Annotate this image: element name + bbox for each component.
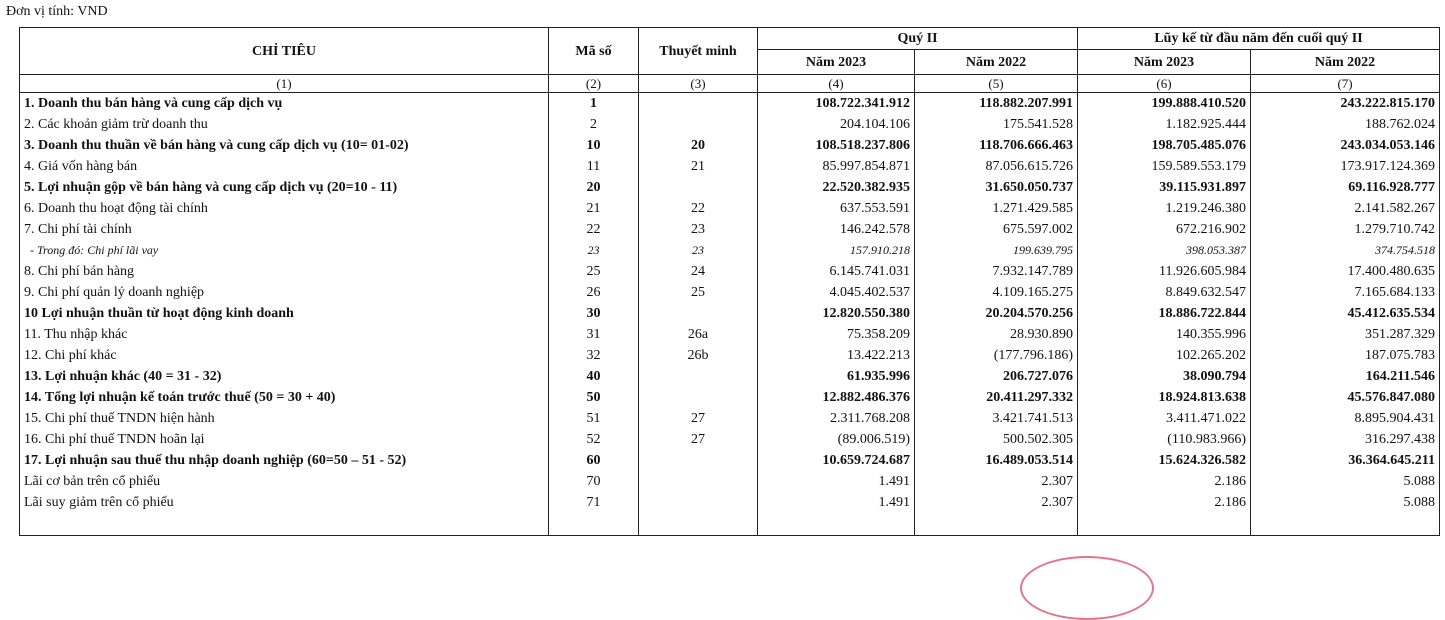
table-body [20, 93, 1440, 536]
cell-note: 26b [639, 345, 758, 366]
cell-ytd2023: 18.886.722.844 [1078, 303, 1251, 324]
cell-ytd2022: 188.762.024 [1251, 114, 1440, 135]
header-quarter: Quý II [758, 28, 1078, 50]
cell-q2022: 2.307 [915, 492, 1078, 513]
cell-code: 71 [549, 492, 639, 513]
empty-row [20, 513, 1440, 536]
empty-cell [20, 513, 549, 536]
cell-q2022: 118.882.207.991 [915, 93, 1078, 115]
cell-code: 50 [549, 387, 639, 408]
income-statement-table [19, 27, 1440, 536]
cell-note: 24 [639, 261, 758, 282]
cell-ytd2022: 164.211.546 [1251, 366, 1440, 387]
cell-ytd2023: 102.265.202 [1078, 345, 1251, 366]
cell-ytd2022: 1.279.710.742 [1251, 219, 1440, 240]
table-row [20, 93, 1440, 115]
cell-q2022: 31.650.050.737 [915, 177, 1078, 198]
cell-q2022: 175.541.528 [915, 114, 1078, 135]
cell-ytd2023: 1.219.246.380 [1078, 198, 1251, 219]
cell-q2023: 108.518.237.806 [758, 135, 915, 156]
cell-code: 20 [549, 177, 639, 198]
cell-note: 27 [639, 408, 758, 429]
header-ytd-2023: Năm 2023 [1078, 50, 1251, 75]
cell-q2022: 675.597.002 [915, 219, 1078, 240]
cell-ytd2023: 2.186 [1078, 492, 1251, 513]
cell-ytd2022: 316.297.438 [1251, 429, 1440, 450]
header-q-2022: Năm 2022 [915, 50, 1078, 75]
cell-ytd2022: 5.088 [1251, 471, 1440, 492]
cell-note [639, 177, 758, 198]
header-code: Mã số [549, 28, 639, 75]
cell-q2023: 1.491 [758, 492, 915, 513]
cell-q2022: 500.502.305 [915, 429, 1078, 450]
cell-ytd2022: 69.116.928.777 [1251, 177, 1440, 198]
cell-name: 9. Chi phí quản lý doanh nghiệp [20, 282, 549, 303]
table-row [20, 324, 1440, 345]
cell-code: 70 [549, 471, 639, 492]
cell-q2022: 4.109.165.275 [915, 282, 1078, 303]
table-row [20, 471, 1440, 492]
table-row [20, 303, 1440, 324]
cell-name: 4. Giá vốn hàng bán [20, 156, 549, 177]
cell-name: - Trong đó: Chi phí lãi vay [20, 240, 549, 261]
cell-name: 1. Doanh thu bán hàng và cung cấp dịch vụ [20, 93, 549, 115]
cell-ytd2022: 243.222.815.170 [1251, 93, 1440, 115]
cell-q2023: 108.722.341.912 [758, 93, 915, 115]
cell-q2023: 22.520.382.935 [758, 177, 915, 198]
cell-q2023: (89.006.519) [758, 429, 915, 450]
cell-name: 2. Các khoản giảm trừ doanh thu [20, 114, 549, 135]
cell-name: 17. Lợi nhuận sau thuế thu nhập doanh nghiệp (60=50 – 51 - 52) [20, 450, 549, 471]
col-num: (3) [639, 75, 758, 93]
cell-note [639, 492, 758, 513]
cell-q2022: 7.932.147.789 [915, 261, 1078, 282]
cell-q2022: 87.056.615.726 [915, 156, 1078, 177]
cell-q2023: 12.882.486.376 [758, 387, 915, 408]
cell-code: 21 [549, 198, 639, 219]
cell-ytd2023: 8.849.632.547 [1078, 282, 1251, 303]
header-note: Thuyết minh [639, 28, 758, 75]
cell-note [639, 366, 758, 387]
cell-name: 7. Chi phí tài chính [20, 219, 549, 240]
cell-q2022: 20.204.570.256 [915, 303, 1078, 324]
table-row [20, 450, 1440, 471]
header-ytd-2022: Năm 2022 [1251, 50, 1440, 75]
table-row [20, 114, 1440, 135]
table-row [20, 492, 1440, 513]
cell-code: 60 [549, 450, 639, 471]
cell-q2023: 4.045.402.537 [758, 282, 915, 303]
cell-q2022: 1.271.429.585 [915, 198, 1078, 219]
cell-ytd2023: 2.186 [1078, 471, 1251, 492]
cell-ytd2023: 38.090.794 [1078, 366, 1251, 387]
table-row [20, 240, 1440, 261]
cell-ytd2023: 11.926.605.984 [1078, 261, 1251, 282]
cell-ytd2022: 7.165.684.133 [1251, 282, 1440, 303]
cell-ytd2023: 15.624.326.582 [1078, 450, 1251, 471]
cell-code: 22 [549, 219, 639, 240]
empty-cell [639, 513, 758, 536]
col-num: (6) [1078, 75, 1251, 93]
header-indicator: CHỈ TIÊU [20, 28, 549, 75]
cell-name: 14. Tổng lợi nhuận kế toán trước thuế (50 = 30 + 40) [20, 387, 549, 408]
col-num: (2) [549, 75, 639, 93]
cell-q2022: 20.411.297.332 [915, 387, 1078, 408]
cell-code: 25 [549, 261, 639, 282]
cell-name: Lãi cơ bản trên cổ phiếu [20, 471, 549, 492]
cell-note: 25 [639, 282, 758, 303]
cell-note: 22 [639, 198, 758, 219]
cell-name: 3. Doanh thu thuần về bán hàng và cung cấp dịch vụ (10= 01-02) [20, 135, 549, 156]
cell-name: 11. Thu nhập khác [20, 324, 549, 345]
cell-code: 31 [549, 324, 639, 345]
cell-ytd2022: 351.287.329 [1251, 324, 1440, 345]
col-num: (1) [20, 75, 549, 93]
cell-ytd2023: 159.589.553.179 [1078, 156, 1251, 177]
cell-q2023: 2.311.768.208 [758, 408, 915, 429]
cell-code: 23 [549, 240, 639, 261]
cell-code: 2 [549, 114, 639, 135]
table-row [20, 219, 1440, 240]
cell-name: 15. Chi phí thuế TNDN hiện hành [20, 408, 549, 429]
cell-note [639, 471, 758, 492]
cell-ytd2022: 173.917.124.369 [1251, 156, 1440, 177]
table-row [20, 345, 1440, 366]
empty-cell [758, 513, 915, 536]
cell-name: Lãi suy giảm trên cổ phiếu [20, 492, 549, 513]
cell-ytd2023: 1.182.925.444 [1078, 114, 1251, 135]
cell-code: 51 [549, 408, 639, 429]
cell-q2022: 206.727.076 [915, 366, 1078, 387]
cell-name: 16. Chi phí thuế TNDN hoãn lại [20, 429, 549, 450]
cell-code: 40 [549, 366, 639, 387]
col-num: (7) [1251, 75, 1440, 93]
table-row [20, 177, 1440, 198]
cell-ytd2022: 5.088 [1251, 492, 1440, 513]
empty-cell [1251, 513, 1440, 536]
cell-q2022: 199.639.795 [915, 240, 1078, 261]
cell-code: 52 [549, 429, 639, 450]
cell-code: 32 [549, 345, 639, 366]
cell-ytd2022: 374.754.518 [1251, 240, 1440, 261]
cell-name: 13. Lợi nhuận khác (40 = 31 - 32) [20, 366, 549, 387]
table-row [20, 135, 1440, 156]
cell-note [639, 93, 758, 115]
cell-note: 21 [639, 156, 758, 177]
cell-q2023: 637.553.591 [758, 198, 915, 219]
cell-ytd2023: 199.888.410.520 [1078, 93, 1251, 115]
cell-ytd2022: 2.141.582.267 [1251, 198, 1440, 219]
cell-q2022: 16.489.053.514 [915, 450, 1078, 471]
cell-q2023: 85.997.854.871 [758, 156, 915, 177]
cell-note: 23 [639, 219, 758, 240]
cell-q2022: 2.307 [915, 471, 1078, 492]
cell-code: 10 [549, 135, 639, 156]
cell-q2023: 61.935.996 [758, 366, 915, 387]
table-row [20, 156, 1440, 177]
cell-q2022: 118.706.666.463 [915, 135, 1078, 156]
unit-label: Đơn vị tính: VND [6, 4, 108, 19]
cell-q2023: 146.242.578 [758, 219, 915, 240]
cell-q2022: (177.796.186) [915, 345, 1078, 366]
cell-ytd2022: 8.895.904.431 [1251, 408, 1440, 429]
empty-cell [549, 513, 639, 536]
cell-note [639, 303, 758, 324]
cell-code: 30 [549, 303, 639, 324]
cell-q2023: 157.910.218 [758, 240, 915, 261]
col-num: (5) [915, 75, 1078, 93]
cell-name: 6. Doanh thu hoạt động tài chính [20, 198, 549, 219]
table-row [20, 198, 1440, 219]
cell-ytd2023: 3.411.471.022 [1078, 408, 1251, 429]
cell-note: 27 [639, 429, 758, 450]
cell-ytd2023: 398.053.387 [1078, 240, 1251, 261]
cell-q2022: 3.421.741.513 [915, 408, 1078, 429]
cell-code: 11 [549, 156, 639, 177]
cell-name: 10 Lợi nhuận thuần từ hoạt động kinh doanh [20, 303, 549, 324]
table-row [20, 261, 1440, 282]
cell-ytd2023: 18.924.813.638 [1078, 387, 1251, 408]
col-num: (4) [758, 75, 915, 93]
cell-q2023: 1.491 [758, 471, 915, 492]
cell-ytd2022: 187.075.783 [1251, 345, 1440, 366]
table-row [20, 366, 1440, 387]
cell-ytd2023: (110.983.966) [1078, 429, 1251, 450]
red-stamp [1020, 556, 1154, 620]
cell-name: 12. Chi phí khác [20, 345, 549, 366]
cell-note [639, 114, 758, 135]
cell-q2023: 12.820.550.380 [758, 303, 915, 324]
cell-ytd2023: 39.115.931.897 [1078, 177, 1251, 198]
table-row [20, 408, 1440, 429]
empty-cell [1078, 513, 1251, 536]
cell-q2022: 28.930.890 [915, 324, 1078, 345]
cell-ytd2022: 17.400.480.635 [1251, 261, 1440, 282]
cell-ytd2023: 672.216.902 [1078, 219, 1251, 240]
cell-ytd2023: 198.705.485.076 [1078, 135, 1251, 156]
cell-q2023: 75.358.209 [758, 324, 915, 345]
cell-ytd2022: 45.576.847.080 [1251, 387, 1440, 408]
header-q-2023: Năm 2023 [758, 50, 915, 75]
header-ytd: Lũy kế từ đầu năm đến cuối quý II [1078, 28, 1440, 50]
table-row [20, 387, 1440, 408]
cell-note [639, 450, 758, 471]
cell-note [639, 387, 758, 408]
cell-code: 1 [549, 93, 639, 115]
cell-ytd2022: 45.412.635.534 [1251, 303, 1440, 324]
table-row [20, 429, 1440, 450]
cell-q2023: 204.104.106 [758, 114, 915, 135]
cell-code: 26 [549, 282, 639, 303]
cell-q2023: 13.422.213 [758, 345, 915, 366]
cell-ytd2023: 140.355.996 [1078, 324, 1251, 345]
empty-cell [915, 513, 1078, 536]
cell-q2023: 10.659.724.687 [758, 450, 915, 471]
cell-note: 26a [639, 324, 758, 345]
cell-q2023: 6.145.741.031 [758, 261, 915, 282]
cell-ytd2022: 36.364.645.211 [1251, 450, 1440, 471]
cell-note: 23 [639, 240, 758, 261]
table-row [20, 282, 1440, 303]
cell-ytd2022: 243.034.053.146 [1251, 135, 1440, 156]
cell-note: 20 [639, 135, 758, 156]
cell-name: 8. Chi phí bán hàng [20, 261, 549, 282]
cell-name: 5. Lợi nhuận gộp về bán hàng và cung cấp dịch vụ (20=10 - 11) [20, 177, 549, 198]
